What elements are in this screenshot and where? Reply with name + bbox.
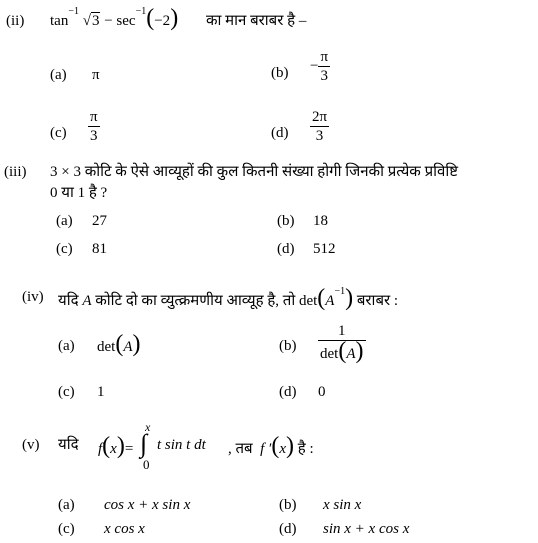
q4-opt-b-label: (b) xyxy=(279,338,297,354)
q4-label: (iv) xyxy=(22,289,44,305)
q5-mid: , तब f ′(x) है : xyxy=(228,433,314,459)
q2-expression: $\tan^{-1} √3 - \sec^{-1}(-2)$ xyxy=(50,5,179,31)
q5-integrand: t sin t dt xyxy=(157,437,206,453)
q3-opt-d-label: (d) xyxy=(277,241,295,257)
q5-opt-b-label: (b) xyxy=(279,497,297,513)
q5-fx: f(x)= xyxy=(98,433,134,459)
q3-opt-a-label: (a) xyxy=(56,213,73,229)
q3-label: (iii) xyxy=(4,164,27,180)
q3-opt-c-label: (c) xyxy=(56,241,73,257)
q5-opt-c-value: x cos x xyxy=(104,521,145,537)
q2-text: का मान बराबर है – xyxy=(206,13,307,29)
q2-label: (ii) xyxy=(6,13,25,29)
q2-opt-c-value: $\frac{\pi}{3}$ xyxy=(90,109,98,144)
q5-opt-d-value: sin x + x cos x xyxy=(323,521,410,537)
q2-opt-a-value: π xyxy=(92,67,100,83)
q2-opt-b-value: − $\frac{\pi}{3}$ xyxy=(310,49,329,84)
q3-opt-c-value: 81 xyxy=(92,241,107,257)
q3-line1: 3 × 3 कोटि के ऐसे आव्यूहों की कुल कितनी संख्या होगी जिनकी प्रत्येक प्रविष्टि xyxy=(50,164,458,180)
q5-opt-d-label: (d) xyxy=(279,521,297,537)
q5-lower-limit: 0 xyxy=(143,457,150,472)
q5-integral-sign: ∫ xyxy=(140,429,148,458)
q2-opt-c-label: (c) xyxy=(50,125,67,141)
q4-opt-d-label: (d) xyxy=(279,384,297,400)
q4-opt-d-value: 0 xyxy=(318,384,326,400)
q3-opt-d-value: 512 xyxy=(313,241,336,257)
q5-upper-limit: x xyxy=(145,420,151,434)
q2-opt-b-label: (b) xyxy=(271,65,289,81)
q5-opt-a-label: (a) xyxy=(58,497,75,513)
q5-pre: यदि xyxy=(58,437,79,453)
q4-opt-a-label: (a) xyxy=(58,338,75,354)
q3-opt-a-value: 27 xyxy=(92,213,107,229)
q2-opt-d-label: (d) xyxy=(271,125,289,141)
q4-opt-a-value: det(A) xyxy=(97,331,141,357)
q5-opt-b-value: x sin x xyxy=(323,497,362,513)
q2-opt-d-value: $\frac{2\pi}{3}$ xyxy=(312,109,328,144)
q5-label: (v) xyxy=(22,437,40,453)
q5-opt-c-label: (c) xyxy=(58,521,75,537)
q4-opt-c-value: 1 xyxy=(97,384,105,400)
q2-opt-a-label: (a) xyxy=(50,67,67,83)
q3-opt-b-label: (b) xyxy=(277,213,295,229)
q3-opt-b-value: 18 xyxy=(313,213,328,229)
q5-opt-a-value: cos x + x sin x xyxy=(104,497,191,513)
q4-text: यदि A कोटि दो का व्युत्क्रमणीय आव्यूह है, तो $\det(A^{-1})$ बराबर : xyxy=(58,285,399,311)
q3-line2: 0 या 1 है ? xyxy=(50,185,108,201)
q4-opt-c-label: (c) xyxy=(58,384,75,400)
q4-opt-b-value: $\frac{1}{\det(A)}$ xyxy=(320,323,364,364)
